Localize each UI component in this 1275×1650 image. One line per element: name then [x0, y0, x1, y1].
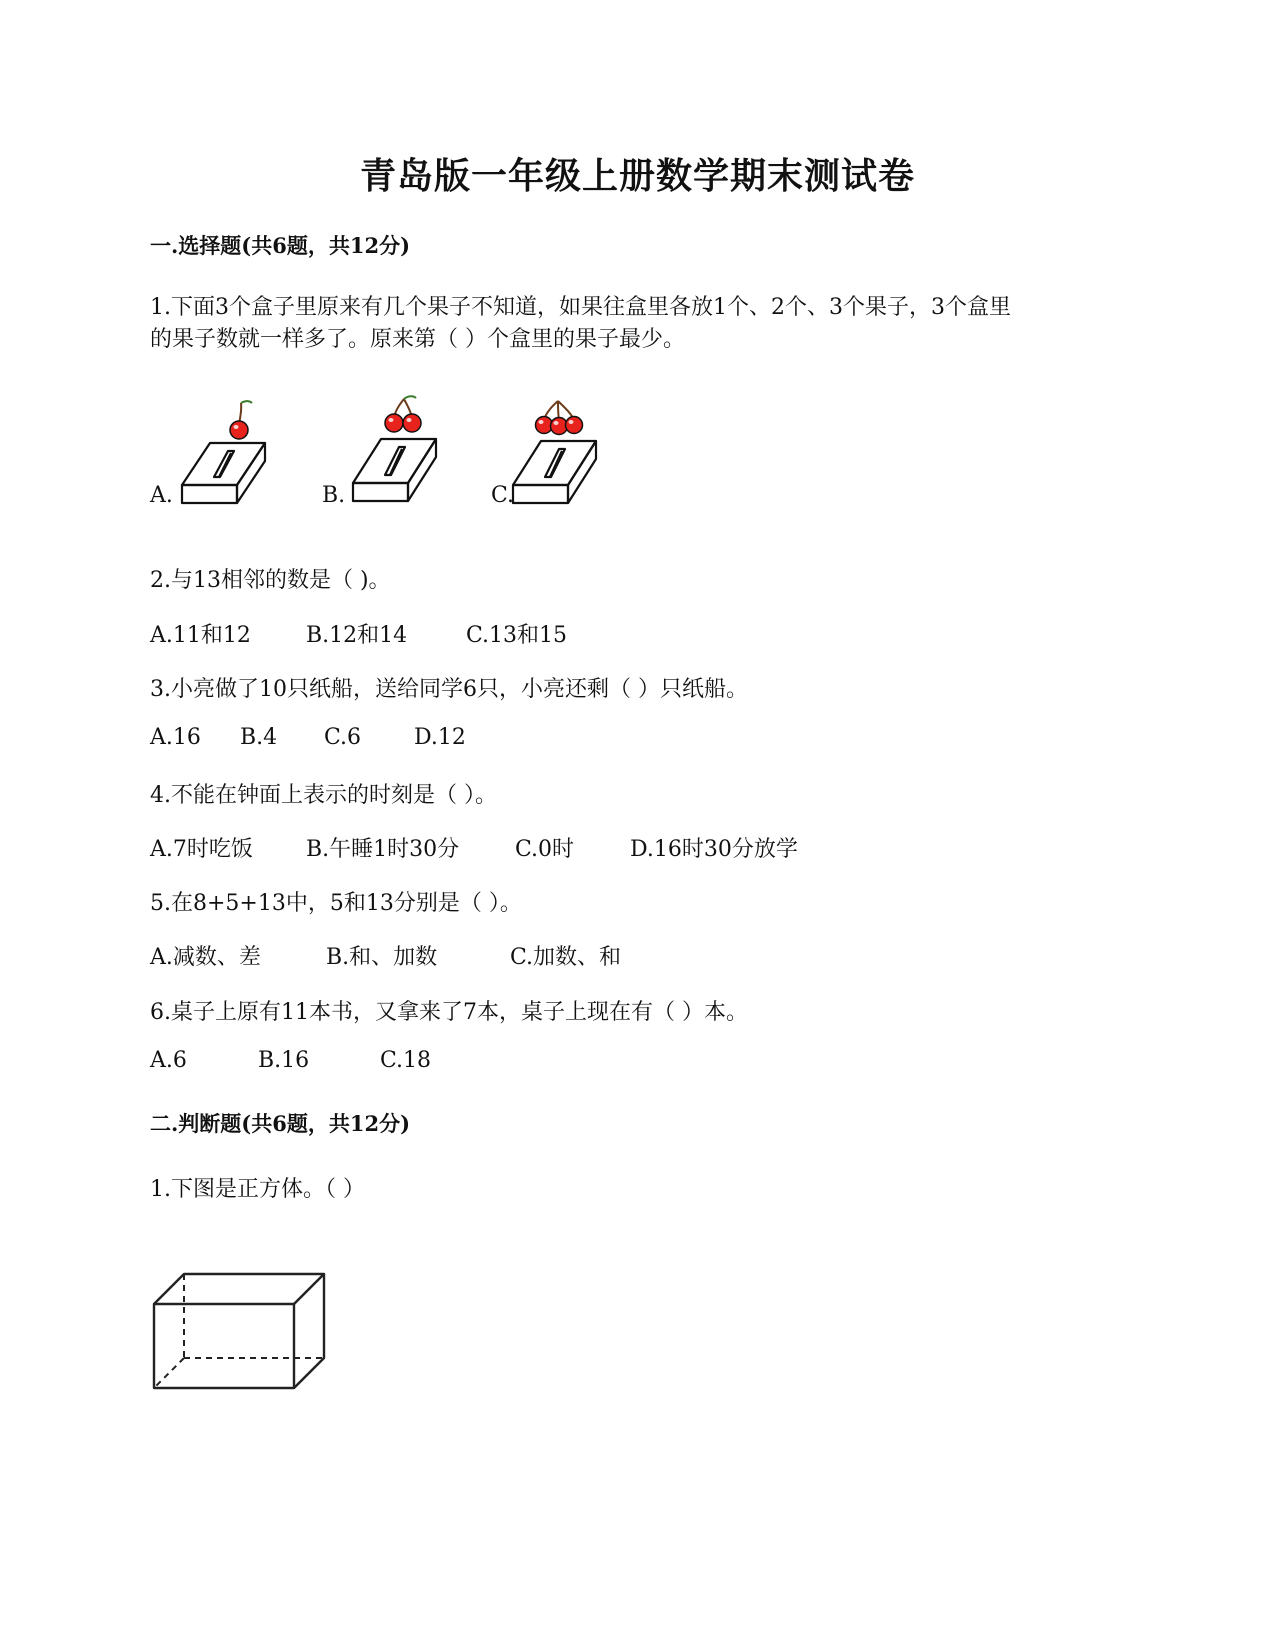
cherry-icon — [230, 401, 252, 439]
question-3-stem: 3.小亮做了10只纸船，送给同学6只，小亮还剩（ ）只纸船。 — [150, 677, 748, 702]
question-2-stem: 2.与13相邻的数是（ )。 — [150, 568, 391, 593]
question-2-option-a: A.11和12 — [150, 623, 251, 648]
question-2-option-c: C.13和15 — [466, 623, 568, 648]
cuboid-figure — [148, 1268, 338, 1398]
question-5-option-b: B.和、加数 — [326, 945, 438, 970]
question-4-option-c: C.0时 — [515, 837, 575, 862]
box-with-three-cherries-figure — [505, 395, 615, 515]
question-6-stem: 6.桌子上原有11本书，又拿来了7本，桌子上现在有（ ）本。 — [150, 1000, 748, 1025]
box-icon — [513, 441, 596, 503]
question-5-option-a: A.减数、差 — [150, 945, 261, 970]
cherries-icon — [536, 401, 583, 435]
question-1-option-c: C. — [491, 483, 515, 508]
box-with-one-cherry-figure — [170, 395, 280, 515]
question-1-line-2: 的果子数就一样多了。原来第（ ）个盒里的果子最少。 — [150, 327, 685, 352]
question-5-option-c: C.加数、和 — [510, 945, 622, 970]
question-4-option-b: B.午睡1时30分 — [306, 837, 460, 862]
question-4-stem: 4.不能在钟面上表示的时刻是（ ）。 — [150, 783, 497, 808]
page-title: 青岛版一年级上册数学期末测试卷 — [359, 155, 915, 197]
question-4-option-d: D.16时30分放学 — [630, 837, 798, 862]
box-icon — [182, 443, 265, 503]
judge-question-1-stem: 1.下图是正方体。（ ） — [150, 1177, 365, 1202]
cherries-icon — [385, 396, 421, 432]
question-1-option-a: A. — [150, 483, 173, 508]
question-6-option-b: B.16 — [258, 1048, 310, 1073]
cuboid-icon — [154, 1274, 324, 1388]
question-6-option-a: A.6 — [150, 1048, 187, 1073]
question-1-option-b: B. — [322, 483, 346, 508]
hidden-edges-icon — [154, 1274, 324, 1388]
section-heading-true-false: 二.判断题(共6题，共12分) — [150, 1111, 411, 1136]
question-4-option-a: A.7时吃饭 — [150, 837, 253, 862]
question-3-option-a: A.16 — [150, 725, 201, 750]
question-5-stem: 5.在8+5+13中，5和13分别是（ ）。 — [150, 891, 522, 916]
question-2-option-b: B.12和14 — [306, 623, 408, 648]
question-3-option-c: C.6 — [324, 725, 362, 750]
question-3-option-b: B.4 — [240, 725, 278, 750]
section-heading-choice: 一.选择题(共6题，共12分) — [150, 233, 411, 258]
box-with-two-cherries-figure — [345, 395, 455, 515]
question-6-option-c: C.18 — [380, 1048, 432, 1073]
question-3-option-d: D.12 — [414, 725, 466, 750]
box-icon — [353, 439, 436, 501]
question-1-line-1: 1.下面3个盒子里原来有几个果子不知道，如果往盒里各放1个、2个、3个果子，3个盒里 — [150, 295, 1011, 320]
